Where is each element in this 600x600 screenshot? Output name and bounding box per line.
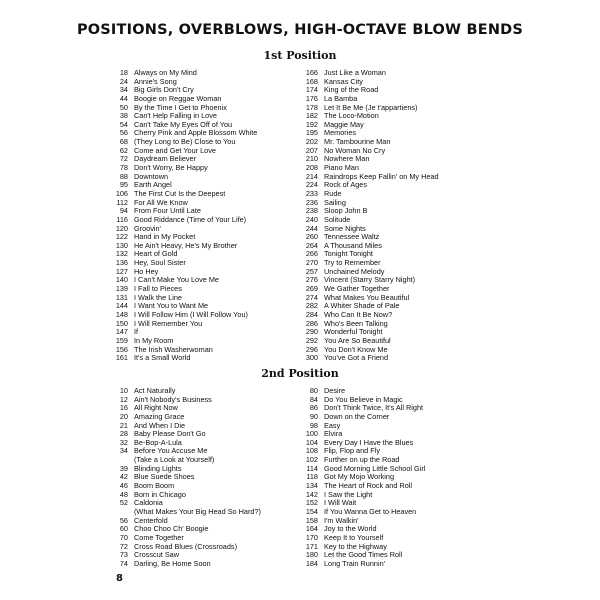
song-title: Memories (324, 128, 357, 138)
song-page-number: 159 (115, 335, 128, 345)
song-title: (What Makes Your Big Head So Hard?) (134, 506, 261, 516)
song-title: Maggie May (324, 119, 364, 129)
song-title: All Right Now (134, 403, 178, 413)
song-page-number: 208 (305, 163, 318, 173)
song-page-number: 73 (119, 550, 128, 560)
song-title: Do You Believe in Magic (324, 394, 403, 404)
song-page-number: 38 (119, 111, 128, 121)
song-title: Further on up the Road (324, 455, 400, 465)
song-title: Sailing (324, 197, 346, 207)
song-page-number: 274 (305, 292, 318, 302)
song-title: Some Nights (324, 223, 366, 233)
song-page-number: 164 (305, 524, 318, 534)
song-title: Ho Hey (134, 266, 159, 276)
song-page-number: 300 (305, 353, 318, 363)
song-page-number: 182 (305, 111, 318, 121)
section-title-2nd-position: 2nd Position (261, 367, 339, 380)
song-title: Act Naturally (134, 386, 176, 395)
song-title: Can't Help Falling in Love (134, 111, 217, 121)
song-page-number: 195 (305, 128, 318, 138)
song-title: He Ain't Heavy, He's My Brother (134, 240, 238, 250)
song-page-number: 90 (309, 411, 318, 421)
song-title: Easy (324, 420, 341, 430)
song-title: Come and Get Your Love (134, 145, 216, 155)
song-page-number: 42 (119, 472, 128, 482)
song-title: You've Got a Friend (324, 353, 388, 363)
song-title: Cross Road Blues (Crossroads) (134, 541, 238, 551)
song-title: Flip, Flop and Fly (324, 446, 380, 456)
song-title: Hand in My Pocket (134, 232, 196, 242)
song-title: Down on the Corner (324, 411, 390, 421)
song-title: (Take a Look at Yourself) (134, 455, 215, 465)
section-2-left-column (100, 387, 261, 568)
song-page-number: 102 (305, 455, 318, 465)
song-title: Raindrops Keep Fallin' on My Head (324, 171, 439, 181)
song-page-number: 290 (305, 327, 318, 337)
song-page-number: 46 (119, 481, 128, 491)
song-page-number: 176 (305, 93, 318, 103)
song-title: Ain't Nobody's Business (134, 394, 212, 404)
song-title: I Want You to Want Me (134, 301, 209, 311)
song-page-number: 286 (305, 318, 318, 328)
song-title: Just Like a Woman (324, 68, 386, 77)
song-page-number: 264 (305, 240, 318, 250)
song-page-number: 240 (305, 214, 318, 224)
song-page-number: 48 (119, 489, 128, 499)
song-title: I Will Follow Him (I Will Follow You) (134, 309, 248, 319)
song-title: Annie's Song (134, 76, 177, 86)
song-title: What Makes You Beautiful (324, 292, 410, 302)
song-title: You Don't Know Me (324, 344, 388, 354)
song-page-number: 132 (115, 249, 128, 259)
song-page-number: 270 (305, 258, 318, 268)
section-1-right-column (290, 69, 439, 363)
song-page-number: 130 (115, 240, 128, 250)
song-title: Caldonia (134, 498, 163, 508)
song-title: Tennessee Waltz (324, 232, 380, 242)
song-page-number: 161 (115, 353, 128, 363)
song-page-number: 28 (119, 429, 128, 439)
song-title: Vincent (Starry Starry Night) (324, 275, 416, 285)
song-title: Blinding Lights (134, 463, 182, 473)
song-page-number: 21 (119, 420, 128, 430)
song-page-number: 62 (119, 145, 128, 155)
song-page-number: 18 (119, 68, 128, 77)
song-title: Mr. Tambourine Man (324, 137, 391, 147)
song-title: Good Morning Little School Girl (324, 463, 426, 473)
song-page-number: 168 (305, 76, 318, 86)
song-page-number: 60 (119, 524, 128, 534)
song-page-number: 32 (119, 437, 128, 447)
song-page-number: 207 (305, 145, 318, 155)
song-page-number: 174 (305, 85, 318, 95)
song-title: (They Long to Be) Close to You (134, 137, 236, 147)
song-title: Wonderful Tonight (324, 327, 383, 337)
song-title: Crosscut Saw (134, 550, 180, 560)
song-title: Don't Think Twice, It's All Right (324, 403, 424, 413)
section-title-1st-position: 1st Position (263, 49, 337, 62)
song-title: Can't Take My Eyes Off of You (134, 119, 233, 129)
song-page-number: 257 (305, 266, 318, 276)
section-2-right-column (290, 387, 425, 568)
song-title: I'm Walkin' (324, 515, 359, 525)
song-title: Before You Accuse Me (134, 446, 208, 456)
song-page-number: 70 (119, 532, 128, 542)
song-page-number: 100 (305, 429, 318, 439)
song-page-number: 95 (119, 180, 128, 190)
song-page-number: 184 (305, 558, 318, 568)
song-title: Elvira (324, 429, 343, 439)
song-title: You Are So Beautiful (324, 335, 391, 345)
song-title: In My Room (134, 335, 174, 345)
song-page-number: 122 (115, 232, 128, 242)
song-title: Key to the Highway (324, 541, 387, 551)
song-page-number: 282 (305, 301, 318, 311)
song-page-number: 127 (115, 266, 128, 276)
song-page-number: 233 (305, 188, 318, 198)
song-page-number: 148 (115, 309, 128, 319)
song-page-number: 144 (115, 301, 128, 311)
song-page-number: 56 (119, 515, 128, 525)
song-title: Try to Remember (324, 258, 381, 268)
song-title: From Four Until Late (134, 206, 201, 216)
song-page-number: 142 (305, 489, 318, 499)
song-page-number: 12 (119, 394, 128, 404)
song-title: Groovin' (134, 223, 161, 233)
song-title: Got My Mojo Working (324, 472, 395, 482)
song-title: Let the Good Times Roll (324, 550, 403, 560)
song-page-number: 88 (119, 171, 128, 181)
song-title: The Irish Washerwoman (134, 344, 213, 354)
song-title: Amazing Grace (134, 411, 185, 421)
song-page-number: 202 (305, 137, 318, 147)
song-page-number: 192 (305, 119, 318, 129)
song-page-number: 210 (305, 154, 318, 164)
song-page-number: 54 (119, 119, 128, 129)
song-page-number: 20 (119, 411, 128, 421)
song-page-number: 236 (305, 197, 318, 207)
song-entry (100, 560, 261, 569)
song-page-number: 104 (305, 437, 318, 447)
song-title: Kansas City (324, 76, 363, 86)
song-title: Good Riddance (Time of Your Life) (134, 214, 247, 224)
song-title: No Woman No Cry (324, 145, 386, 155)
song-title: Baby Please Don't Go (134, 429, 206, 439)
song-title: Hey, Soul Sister (134, 258, 186, 268)
song-page-number: 238 (305, 206, 318, 216)
song-page-number: 147 (115, 327, 128, 337)
song-title: The First Cut Is the Deepest (134, 188, 226, 198)
song-title: Daydream Believer (134, 154, 197, 164)
song-page-number: 114 (306, 463, 318, 473)
song-title: Don't Worry, Be Happy (134, 163, 208, 173)
song-page-number: 98 (309, 420, 318, 430)
song-title: Boom Boom (134, 481, 175, 491)
song-title: If You Wanna Get to Heaven (324, 506, 417, 516)
song-page-number: 170 (305, 532, 318, 542)
song-page-number: 120 (115, 223, 128, 233)
song-title: A Thousand Miles (324, 240, 382, 250)
song-page-number: 276 (305, 275, 318, 285)
song-title: I Walk the Line (134, 292, 182, 302)
song-page-number: 16 (119, 403, 128, 413)
song-page-number: 118 (306, 472, 318, 482)
song-title: Earth Angel (134, 180, 172, 190)
song-page-number: 136 (115, 258, 128, 268)
song-title: Choo Choo Ch' Boogie (134, 524, 209, 534)
song-title: Unchained Melody (324, 266, 385, 276)
song-page-number: 140 (115, 275, 128, 285)
song-page-number: 150 (115, 318, 128, 328)
song-page-number: 44 (119, 93, 128, 103)
song-title: Rock of Ages (324, 180, 367, 190)
song-title: Who's Been Talking (324, 318, 388, 328)
song-title: Always on My Mind (134, 68, 197, 77)
song-title: Desire (324, 386, 346, 395)
song-title: Come Together (134, 532, 184, 542)
song-title: Every Day I Have the Blues (324, 437, 414, 447)
song-page-number: 116 (116, 214, 128, 224)
song-page-number: 56 (119, 128, 128, 138)
song-page-number: 139 (115, 284, 128, 294)
song-title: Piano Man (324, 163, 359, 173)
song-page-number: 180 (305, 550, 318, 560)
song-page-number: 131 (115, 292, 128, 302)
song-page-number: 10 (119, 386, 128, 395)
song-title: A Whiter Shade of Pale (324, 301, 400, 311)
song-page-number: 68 (119, 137, 128, 147)
song-page-number: 266 (305, 249, 318, 259)
song-entry (290, 354, 439, 363)
song-title: We Gather Together (324, 284, 390, 294)
song-title: Solitude (324, 214, 351, 224)
song-title: I Saw the Light (324, 489, 373, 499)
song-title: The Heart of Rock and Roll (324, 481, 413, 491)
song-title: For All We Know (134, 197, 188, 207)
song-title: Tonight Tonight (324, 249, 373, 259)
song-title: I Fall to Pieces (134, 284, 182, 294)
song-page-number: 80 (309, 386, 318, 395)
song-page-number: 284 (305, 309, 318, 319)
song-title: Blue Suede Shoes (134, 472, 195, 482)
song-title: The Loco-Motion (324, 111, 379, 121)
song-title: Joy to the World (324, 524, 377, 534)
song-title: Born in Chicago (134, 489, 186, 499)
song-page-number: 178 (305, 102, 318, 112)
song-title: Heart of Gold (134, 249, 178, 259)
song-title: Cherry Pink and Apple Blossom White (134, 128, 258, 138)
song-entry (290, 560, 425, 569)
song-title: Long Train Runnin' (324, 558, 386, 568)
song-title: By the Time I Get to Phoenix (134, 102, 227, 112)
song-page-number: 166 (305, 68, 318, 77)
song-entry (100, 354, 257, 363)
song-page-number: 72 (119, 154, 128, 164)
song-page-number: 214 (305, 171, 318, 181)
song-page-number: 292 (305, 335, 318, 345)
song-title: King of the Road (324, 85, 379, 95)
song-title: Big Girls Don't Cry (134, 85, 194, 95)
song-page-number: 269 (305, 284, 318, 294)
song-title: Sloop John B (324, 206, 368, 216)
song-title: Darling, Be Home Soon (134, 558, 211, 568)
song-title: La Bamba (324, 93, 358, 103)
song-title: Be-Bop-A-Lula (134, 437, 182, 447)
page-title: POSITIONS, OVERBLOWS, HIGH-OCTAVE BLOW BENDS (76, 22, 524, 38)
song-page-number: 112 (116, 197, 128, 207)
song-title: I Will Wait (324, 498, 357, 508)
song-title: It's a Small World (134, 353, 191, 363)
song-page-number: 134 (305, 481, 318, 491)
song-page-number: 39 (119, 463, 128, 473)
song-title: Rude (324, 188, 342, 198)
song-page-number: 72 (119, 541, 128, 551)
song-title: Who Can It Be Now? (324, 309, 393, 319)
song-page-number: 154 (305, 506, 318, 516)
song-page-number: 34 (119, 85, 128, 95)
song-page-number: 224 (305, 180, 318, 190)
song-title: Downtown (134, 171, 169, 181)
section-1-left-column (100, 69, 257, 363)
song-title: If (134, 327, 139, 337)
song-page-number: 52 (119, 498, 128, 508)
song-page-number: 108 (305, 446, 318, 456)
song-page-number: 156 (115, 344, 128, 354)
song-title: Centerfold (134, 515, 168, 525)
song-title: And When I Die (134, 420, 186, 430)
song-page-number: 74 (119, 558, 128, 568)
song-page-number: 152 (305, 498, 318, 508)
song-page-number: 84 (309, 394, 318, 404)
song-page-number: 86 (309, 403, 318, 413)
song-page-number: 34 (119, 446, 128, 456)
song-page-number: 244 (305, 223, 318, 233)
song-page-number: 50 (119, 102, 128, 112)
song-page-number: 94 (119, 206, 128, 216)
song-page-number: 106 (115, 188, 128, 198)
page-number: 8 (116, 573, 123, 584)
song-page-number: 296 (305, 344, 318, 354)
song-title: Nowhere Man (324, 154, 370, 164)
song-title: I Can't Make You Love Me (134, 275, 219, 285)
song-page-number: 171 (305, 541, 318, 551)
song-title: I Will Remember You (134, 318, 203, 328)
song-page-number: 158 (305, 515, 318, 525)
song-title: Boogie on Reggae Woman (134, 93, 222, 103)
song-page-number: 78 (119, 163, 128, 173)
song-title: Keep It to Yourself (324, 532, 384, 542)
song-page-number: 24 (119, 76, 128, 86)
song-title: Let It Be Me (Je t'appartiens) (324, 102, 418, 112)
song-page-number: 260 (305, 232, 318, 242)
